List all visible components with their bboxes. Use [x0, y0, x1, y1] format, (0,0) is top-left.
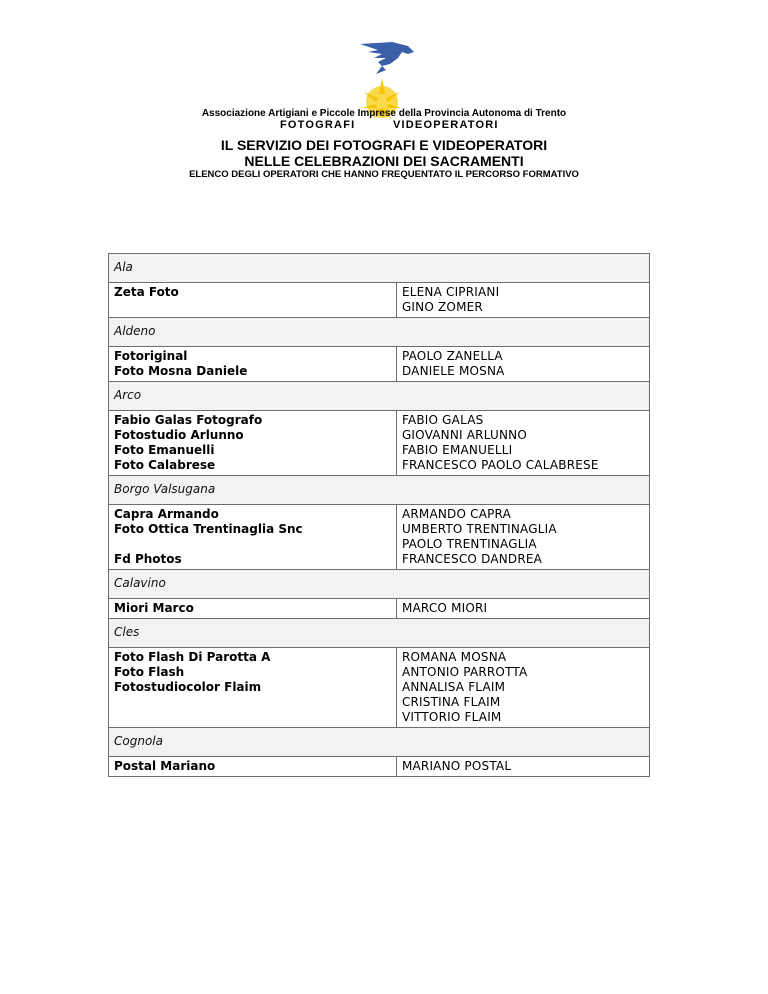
studio-name: Foto Mosna Daniele	[114, 364, 248, 378]
operator-name: FRANCESCO DANDREA	[401, 552, 543, 566]
operator-name: VITTORIO FLAIM	[401, 710, 502, 724]
town-row	[109, 318, 650, 347]
operator-name: PAOLO TRENTINAGLIA	[401, 537, 537, 551]
operators-cell	[396, 347, 649, 382]
studio-name: Fotostudio Arlunno	[114, 428, 244, 442]
studio-name: Fd Photos	[114, 552, 182, 566]
studio-cell	[109, 648, 397, 728]
town-row	[109, 476, 650, 505]
operator-name: PAOLO ZANELLA	[401, 349, 503, 363]
operators-cell	[396, 599, 649, 619]
operator-name: ANNALISA FLAIM	[401, 680, 506, 694]
operators-cell	[396, 505, 649, 570]
operators-cell	[396, 411, 649, 476]
logo-header	[0, 36, 768, 131]
studio-name: Zeta Foto	[114, 285, 179, 299]
studio-cell	[109, 599, 397, 619]
operator-name: FABIO EMANUELLI	[401, 443, 513, 457]
studio-name: Foto Flash Di Parotta A	[114, 650, 271, 664]
studio-name: Miori Marco	[114, 601, 194, 615]
studio-name: Fotoriginal	[114, 349, 188, 363]
operator-name: FRANCESCO PAOLO CALABRESE	[401, 458, 599, 472]
operator-name: FABIO GALAS	[401, 413, 484, 427]
studio-name: Postal Mariano	[114, 759, 216, 773]
studio-name: Foto Flash	[114, 665, 185, 679]
operator-name: ELENA CIPRIANI	[401, 285, 500, 299]
town-name: Aldeno	[109, 318, 650, 347]
operator-name: CRISTINA FLAIM	[401, 695, 501, 709]
studio-name: Fabio Galas Fotografo	[114, 413, 263, 427]
studio-cell	[109, 757, 397, 777]
operator-name: GINO ZOMER	[401, 300, 483, 314]
studio-row	[109, 757, 650, 777]
studio-cell	[109, 505, 397, 570]
studio-row	[109, 411, 650, 476]
document-title-line-2: NELLE CELEBRAZIONI DEI SACRAMENTI	[244, 153, 524, 169]
studio-name: Foto Emanuelli	[114, 443, 215, 457]
document-title-line-1: IL SERVIZIO DEI FOTOGRAFI E VIDEOPERATORI	[220, 137, 548, 153]
operator-name: UMBERTO TRENTINAGLIA	[401, 522, 557, 536]
operator-name: GIOVANNI ARLUNNO	[401, 428, 527, 442]
studio-cell	[109, 411, 397, 476]
studio-row	[109, 347, 650, 382]
studio-name: Foto Calabrese	[114, 458, 216, 472]
studio-row	[109, 599, 650, 619]
town-row	[109, 570, 650, 599]
town-row	[109, 254, 650, 283]
town-name: Cognola	[109, 728, 650, 757]
town-name: Ala	[109, 254, 650, 283]
operator-name: MARIANO POSTAL	[401, 759, 512, 773]
studio-gap	[114, 537, 391, 552]
studio-name: Capra Armando	[114, 507, 219, 521]
town-name: Borgo Valsugana	[109, 476, 650, 505]
operator-name: DANIELE MOSNA	[401, 364, 505, 378]
town-name: Arco	[109, 382, 650, 411]
operators-table	[108, 253, 650, 777]
brand-fotografi: FOTOGRAFI	[280, 119, 356, 131]
studio-name: Fotostudiocolor Flaim	[114, 680, 262, 694]
studio-row	[109, 648, 650, 728]
town-row	[109, 382, 650, 411]
studio-name: Foto Ottica Trentinaglia Snc	[114, 522, 303, 536]
brand-videoperatori: VIDEOPERATORI	[393, 119, 499, 131]
association-name: Associazione Artigiani e Piccole Imprese della Provincia Autonoma di Trento	[201, 108, 567, 119]
operators-table-body	[109, 254, 650, 777]
operators-cell	[396, 283, 649, 318]
operators-cell	[396, 757, 649, 777]
operators-cell	[396, 648, 649, 728]
town-row	[109, 619, 650, 648]
eagle-icon	[360, 42, 414, 74]
document-subtitle: ELENCO DEGLI OPERATORI CHE HANNO FREQUENTATO IL PERCORSO FORMATIVO	[189, 169, 579, 180]
operator-name: ARMANDO CAPRA	[401, 507, 512, 521]
town-name: Cles	[109, 619, 650, 648]
studio-row	[109, 505, 650, 570]
studio-cell	[109, 283, 397, 318]
operator-name: ANTONIO PARROTTA	[401, 665, 528, 679]
operator-name: ROMANA MOSNA	[401, 650, 507, 664]
operator-name: MARCO MIORI	[401, 601, 488, 615]
town-row	[109, 728, 650, 757]
studio-cell	[109, 347, 397, 382]
town-name: Calavino	[109, 570, 650, 599]
studio-row	[109, 283, 650, 318]
